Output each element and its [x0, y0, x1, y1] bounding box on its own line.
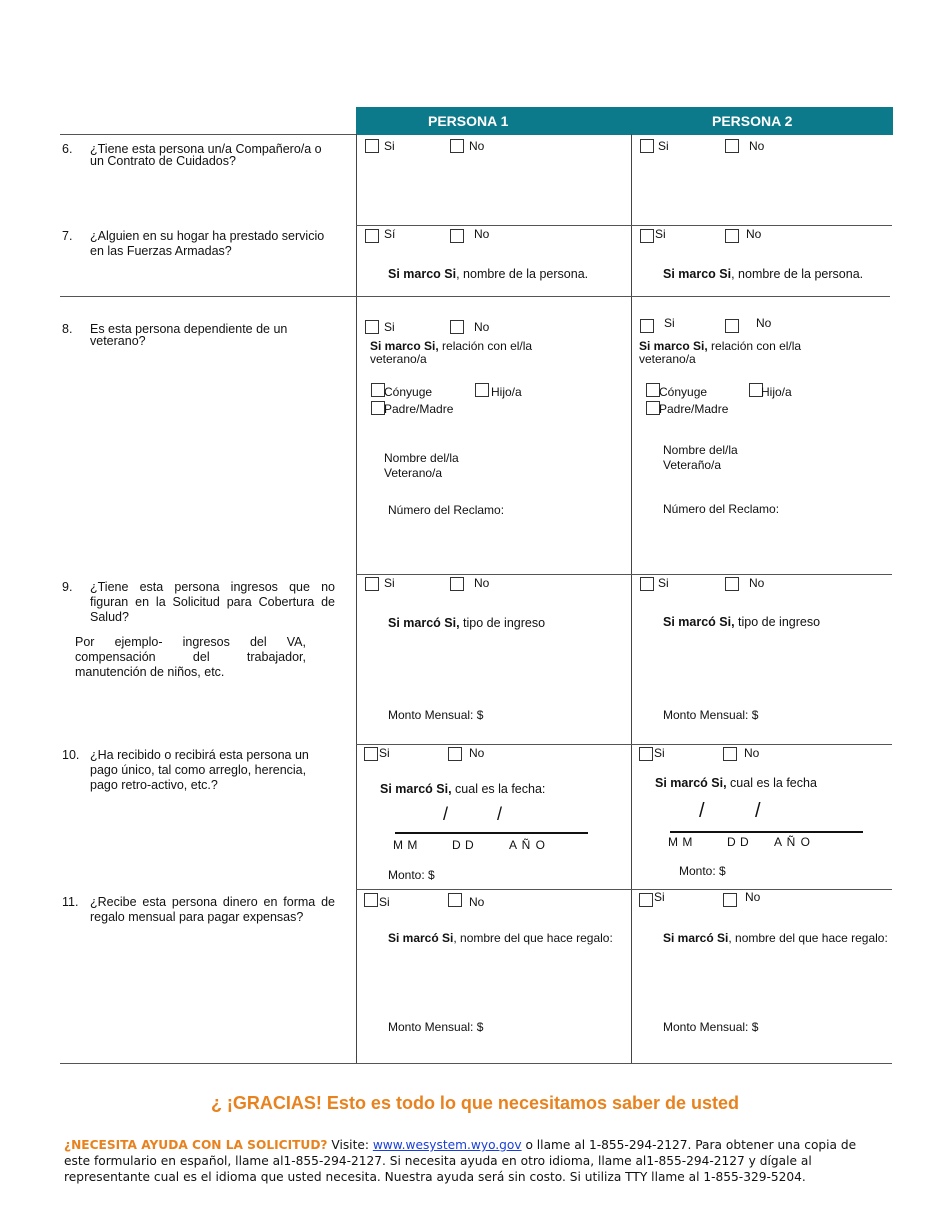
q8-p2-no-checkbox[interactable] [725, 319, 739, 333]
q9-p2-followup [663, 615, 820, 629]
row-divider-8 [356, 574, 892, 575]
followup-bold: Si marco Si [388, 267, 457, 281]
followup-bold: Si marcó Si, [388, 616, 460, 630]
followup-text: tipo de ingreso [734, 615, 821, 629]
followup-bold: Si marcó Si [388, 931, 454, 945]
q10-p2-si-checkbox[interactable] [639, 747, 653, 761]
followup-bold: Si marcó Si [663, 931, 729, 945]
q8-p2-relation [639, 340, 801, 366]
question-text [90, 142, 322, 169]
question-line: un Contrato de Cuidados? [90, 154, 236, 168]
q10-p1-no-checkbox[interactable] [448, 747, 462, 761]
q11-p1-si-label: Si [379, 895, 390, 909]
question-line: veterano? [90, 334, 146, 348]
help-line-1 [64, 1137, 884, 1153]
person2-header-label: PERSONA 2 [712, 113, 793, 129]
q10-p1-si-label: Si [379, 746, 390, 760]
q8-p2-padre-label: Padre/Madre [659, 402, 729, 416]
q9-p2-no-label: No [749, 576, 765, 590]
q7-p2-no-label: No [746, 227, 762, 241]
nombre-line: Nombre del/la [663, 443, 738, 457]
person2-header [632, 107, 893, 135]
q10-p2-si-label: Si [654, 746, 665, 760]
q6-p2-si-label: Si [658, 139, 669, 153]
q11-p2-monto: Monto Mensual: $ [663, 1020, 759, 1034]
question-number: 7. [62, 229, 73, 243]
question-text [90, 229, 324, 259]
followup-text: , nombre de la persona. [456, 267, 589, 281]
q11-p1-si-checkbox[interactable] [364, 893, 378, 907]
q8-p1-no-label: No [474, 320, 490, 334]
q7-p1-no-checkbox[interactable] [450, 229, 464, 243]
q8-p1-relation [370, 340, 532, 366]
person1-header-label: PERSONA 1 [428, 113, 509, 129]
q6-p2-no-checkbox[interactable] [725, 139, 739, 153]
question-text [90, 322, 287, 349]
q11-p2-si-label: Si [654, 890, 665, 904]
q7-p2-followup [663, 267, 863, 281]
row-divider-6 [356, 225, 892, 226]
question-number: 8. [62, 322, 73, 336]
nombre-line-2: Veteraño/a [663, 458, 722, 472]
q9-examples [75, 635, 306, 680]
question-number: 11. [62, 895, 79, 909]
question-line: Salud? [90, 610, 129, 624]
q8-p1-padre-label: Padre/Madre [384, 402, 454, 416]
followup-text: , nombre del que hace regalo: [453, 931, 613, 945]
q6-p2-si-checkbox[interactable] [640, 139, 654, 153]
question-line: pago único, tal como arreglo, herencia, [90, 763, 307, 777]
q10-p1-si-checkbox[interactable] [364, 747, 378, 761]
q7-p1-followup [388, 267, 588, 281]
q11-p2-no-checkbox[interactable] [723, 893, 737, 907]
q8-p1-padre-checkbox[interactable] [371, 401, 385, 415]
question-line: ¿Recibe esta persona dinero en forma de [90, 895, 335, 909]
q10-p2-mm-label: M M [668, 835, 693, 849]
help-text: o llame al 1-855-294-2127. Para obtener una copia de [521, 1138, 857, 1152]
q10-p2-no-checkbox[interactable] [723, 747, 737, 761]
q10-p1-date-input[interactable] [395, 832, 588, 834]
row-divider-11 [60, 1063, 892, 1064]
q10-p2-date-slash: / [755, 800, 761, 822]
q10-p1-no-label: No [469, 746, 485, 760]
help-label: ¿NECESITA AYUDA CON LA SOLICITUD? [64, 1138, 328, 1152]
nombre-line: Nombre del/la [384, 451, 459, 465]
q8-p1-nombre [384, 451, 459, 481]
example-line: manutención de niños, etc. [75, 665, 225, 679]
q10-p2-ano-label: A Ñ O [774, 835, 812, 849]
q10-p1-date-slash: / [443, 804, 449, 824]
example-line: Por ejemplo- ingresos del VA, [75, 635, 306, 649]
q9-p1-si-label: Si [384, 576, 395, 590]
divider [60, 134, 356, 135]
q8-p2-conyuge-label: Cónyuge [659, 385, 708, 399]
q9-p2-si-checkbox[interactable] [640, 577, 654, 591]
followup-bold: Si marcó Si, [380, 782, 452, 796]
question-line: ¿Tiene esta persona un/a Compañero/a o [90, 142, 322, 156]
website-link[interactable]: www.wesystem.wyo.gov [372, 1138, 522, 1152]
thank-you-heading: ¿ ¡GRACIAS! Esto es todo lo que necesitamos saber de usted [210, 1093, 740, 1113]
question-number: 10. [62, 748, 80, 762]
q8-p2-nombre [663, 443, 738, 473]
question-line: Es esta persona dependiente de un [90, 322, 288, 336]
q8-p2-si-label: Si [664, 316, 675, 330]
help-line-3: representante cual es el idioma que usted necesita. Nuestra ayuda será sin costo. Si utiliza TTY llame al 1-855-329-5204. [64, 1170, 806, 1184]
q8-p2-conyuge-checkbox[interactable] [646, 383, 660, 397]
q9-p2-no-checkbox[interactable] [725, 577, 739, 591]
relation-text: relación con el/la [438, 339, 533, 353]
row-divider-9 [356, 744, 892, 745]
q11-p2-si-checkbox[interactable] [639, 893, 653, 907]
q6-p1-no-label: No [469, 139, 485, 153]
question-line: ¿Tiene esta persona ingresos que no [90, 580, 335, 594]
relation-bold: Si marco Si, [639, 339, 708, 353]
col-divider-right [631, 134, 632, 1064]
followup-text: , nombre del que hace regalo: [728, 931, 888, 945]
q10-p2-monto: Monto: $ [679, 864, 726, 878]
q11-p2-no-label: No [745, 890, 761, 904]
question-line: ¿Ha recibido o recibirá esta persona un [90, 748, 309, 762]
row-divider-7 [60, 296, 890, 297]
col-divider-left [356, 134, 357, 1064]
question-text [90, 580, 335, 625]
followup-text: tipo de ingreso [459, 616, 546, 630]
q11-p1-no-label: No [469, 895, 485, 909]
q11-p1-monto: Monto Mensual: $ [388, 1020, 484, 1034]
q11-p1-followup [388, 931, 613, 945]
example-line: compensación del trabajador, [75, 650, 306, 664]
question-line: en las Fuerzas Armadas? [90, 244, 232, 258]
q8-p2-reclamo: Número del Reclamo: [663, 502, 780, 516]
q8-p2-hijo-label: Hijo/a [761, 385, 792, 399]
question-text [90, 895, 335, 925]
followup-text: cual es la fecha: [451, 782, 546, 796]
help-line-2: este formulario en español, llame al1-855-294-2127. Si necesita ayuda en otro idioma, llame al1-855-294-2127 y dígale al [64, 1154, 812, 1168]
q9-p2-monto: Monto Mensual: $ [663, 708, 759, 722]
q8-p1-si-label: Si [384, 320, 395, 334]
q10-p1-date-slash: / [497, 804, 503, 824]
q7-p2-si-label: Si [655, 227, 666, 241]
followup-text: cual es la fecha [726, 776, 817, 790]
q9-p2-si-label: Si [658, 576, 669, 590]
q9-p1-followup [388, 616, 545, 630]
q10-p1-mm-label: M M [393, 838, 418, 852]
row-divider-10 [356, 889, 892, 890]
relation-line-2: veterano/a [639, 352, 696, 366]
q10-p2-no-label: No [744, 746, 760, 760]
q10-p2-followup [655, 776, 817, 790]
question-number: 6. [62, 142, 73, 156]
relation-line-2: veterano/a [370, 352, 427, 366]
relation-bold: Si marco Si, [370, 339, 439, 353]
q8-p1-conyuge-label: Cónyuge [384, 385, 433, 399]
followup-bold: Si marco Si [663, 267, 732, 281]
q10-p2-date-slash: / [699, 800, 705, 822]
question-line: regalo mensual para pagar expensas? [90, 910, 304, 924]
question-line: pago retro-activo, etc.? [90, 778, 218, 792]
q10-p1-ano-label: A Ñ O [509, 838, 547, 852]
question-line: ¿Alguien en su hogar ha prestado servicio [90, 229, 325, 243]
q7-p2-si-checkbox[interactable] [640, 229, 654, 243]
q8-p2-padre-checkbox[interactable] [646, 401, 660, 415]
followup-text: , nombre de la persona. [731, 267, 864, 281]
q8-p1-hijo-checkbox[interactable] [475, 383, 489, 397]
q9-p1-no-label: No [474, 576, 490, 590]
q8-p1-si-checkbox[interactable] [365, 320, 379, 334]
q6-p1-si-label: Si [384, 139, 395, 153]
q8-p2-si-checkbox[interactable] [640, 319, 654, 333]
q6-p1-si-checkbox[interactable] [365, 139, 379, 153]
q6-p1-no-checkbox[interactable] [450, 139, 464, 153]
q9-p1-no-checkbox[interactable] [450, 577, 464, 591]
q10-p2-dd-label: D D [727, 835, 750, 849]
q9-p1-si-checkbox[interactable] [365, 577, 379, 591]
q8-p1-reclamo: Número del Reclamo: [388, 503, 505, 517]
relation-text: relación con el/la [707, 339, 802, 353]
question-number: 9. [62, 580, 73, 594]
q7-p1-si-checkbox[interactable] [365, 229, 379, 243]
q8-p2-no-label: No [756, 316, 772, 330]
q9-p1-monto: Monto Mensual: $ [388, 708, 484, 722]
q6-p2-no-label: No [749, 139, 765, 153]
q10-p1-monto: Monto: $ [388, 868, 435, 882]
visit-text: Visite: [327, 1138, 373, 1152]
help-notice [64, 1137, 884, 1185]
q10-p1-followup [380, 782, 545, 796]
q7-p1-si-label: Sí [384, 227, 396, 241]
q7-p1-no-label: No [474, 227, 490, 241]
q8-p1-conyuge-checkbox[interactable] [371, 383, 385, 397]
q11-p2-followup [663, 931, 888, 945]
q8-p1-no-checkbox[interactable] [450, 320, 464, 334]
q11-p1-no-checkbox[interactable] [448, 893, 462, 907]
q7-p2-no-checkbox[interactable] [725, 229, 739, 243]
q10-p1-dd-label: D D [452, 838, 475, 852]
q8-p1-hijo-label: Hijo/a [491, 385, 522, 399]
person1-header [356, 107, 632, 135]
question-text [90, 748, 309, 793]
followup-bold: Si marcó Si, [655, 776, 727, 790]
nombre-line-2: Veterano/a [384, 466, 443, 480]
q10-p2-date-input[interactable] [670, 831, 863, 833]
question-line: figuran en la Solicitud para Cobertura de [90, 595, 335, 609]
followup-bold: Si marcó Si, [663, 615, 735, 629]
